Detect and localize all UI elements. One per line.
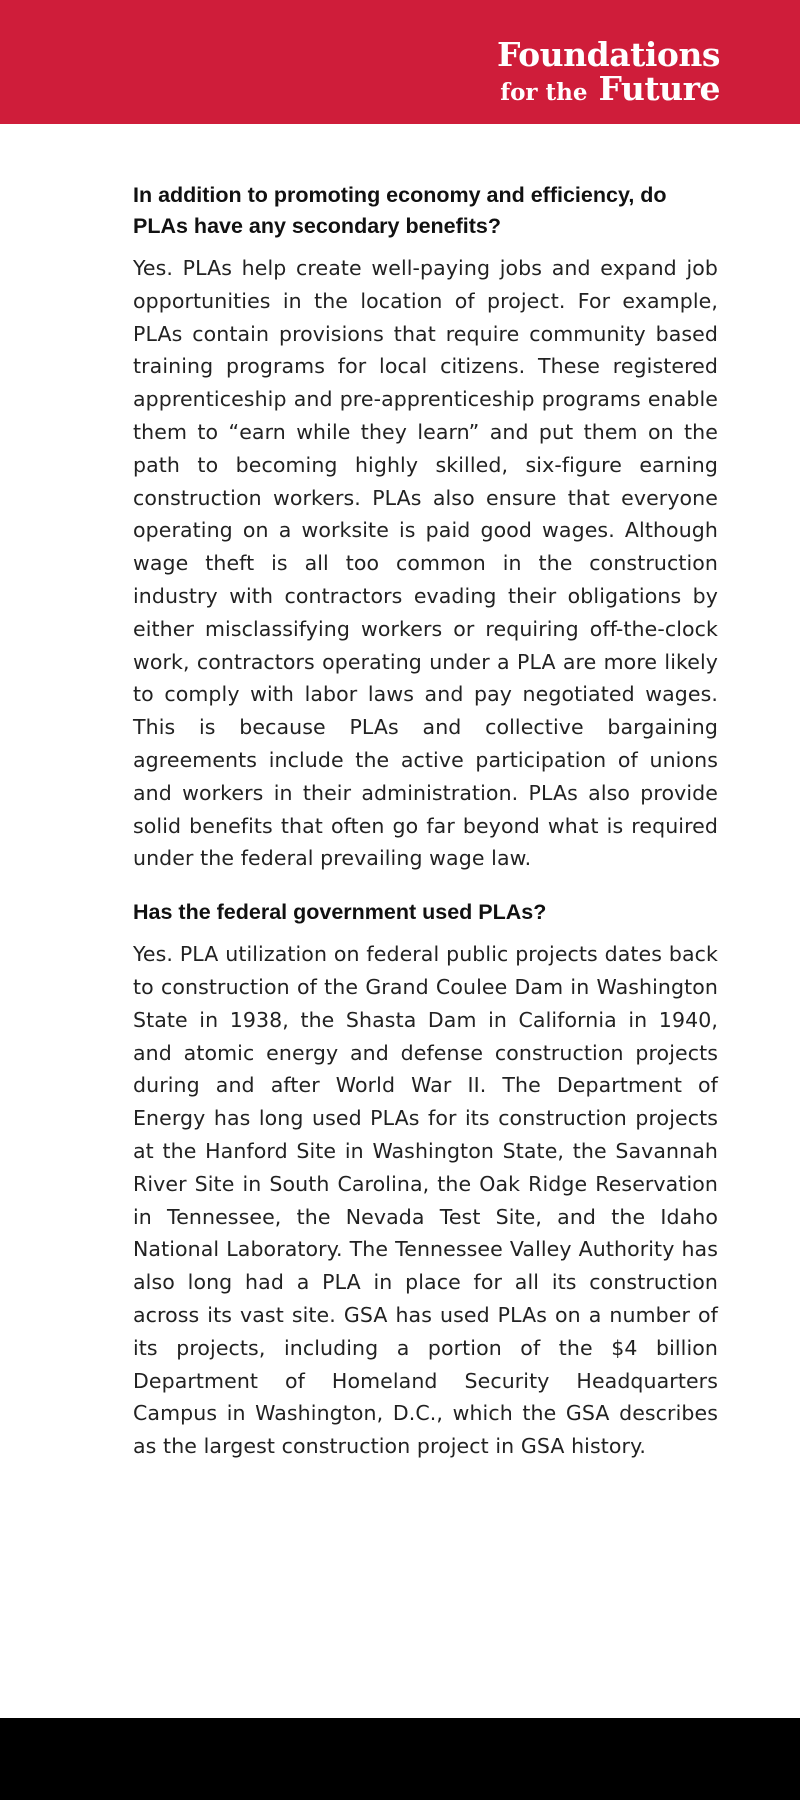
header-band: [0, 0, 800, 124]
question-heading-secondary-benefits: In addition to promoting economy and efficiency, do PLAs have any secondary benefits?: [133, 183, 667, 238]
brand-title-main: Future: [598, 69, 720, 108]
answer-paragraph-federal-use: Yes. PLA utilization on federal public projects dates back to construction of the Grand Coulee Dam in Washington State in 1938, the Shasta Dam in California in 1940, and atomic energy and defense construction projects during and after World War II. The Department of Energy has long used PLAs for its construction projects at the Hanford Site in Washington State, the Savannah River Site in South Carolina, the Oak Ridge Reservation in Tennessee, the Nevada Test Site, and the Idaho National Laboratory. The Tennessee Valley Authority has also long had a PLA in place for all its construction across its vast site. GSA has used PLAs on a number of its projects, including a portion of the $4 billion Department of Homeland Security Headquarters Campus in Washington, D.C., which the GSA describes as the largest construction project in GSA history.: [133, 942, 718, 1459]
brand-title-line1: Foundations: [497, 35, 720, 74]
page-content: [133, 180, 718, 1463]
answer-paragraph-secondary-benefits: Yes. PLAs help create well-paying jobs and expand job opportunities in the location of project. For example, PLAs contain provisions that require community based training programs for local citizens. These registered apprenticeship and pre-apprenticeship programs enable them to “earn while they learn” and put them on the path to becoming highly skilled, six-figure earning construction workers. PLAs also ensure that everyone operating on a worksite is paid good wages. Although wage theft is all too common in the construction industry with contractors evading their obligations by either misclassifying workers or requiring off-the-clock work, contractors operating under a PLA are more likely to comply with labor laws and pay negotiated wages. This is because PLAs and collective bargaining agreements include the active participation of unions and workers in their administration. PLAs also provide solid benefits that often go far beyond what is required under the federal prevailing wage law.: [133, 256, 718, 871]
brand-title-line2: [497, 69, 720, 108]
question-heading-federal-use: Has the federal government used PLAs?: [133, 900, 547, 925]
brand-title: [497, 35, 720, 108]
brand-title-prefix: for the: [500, 79, 588, 106]
footer-band: [0, 1718, 800, 1800]
